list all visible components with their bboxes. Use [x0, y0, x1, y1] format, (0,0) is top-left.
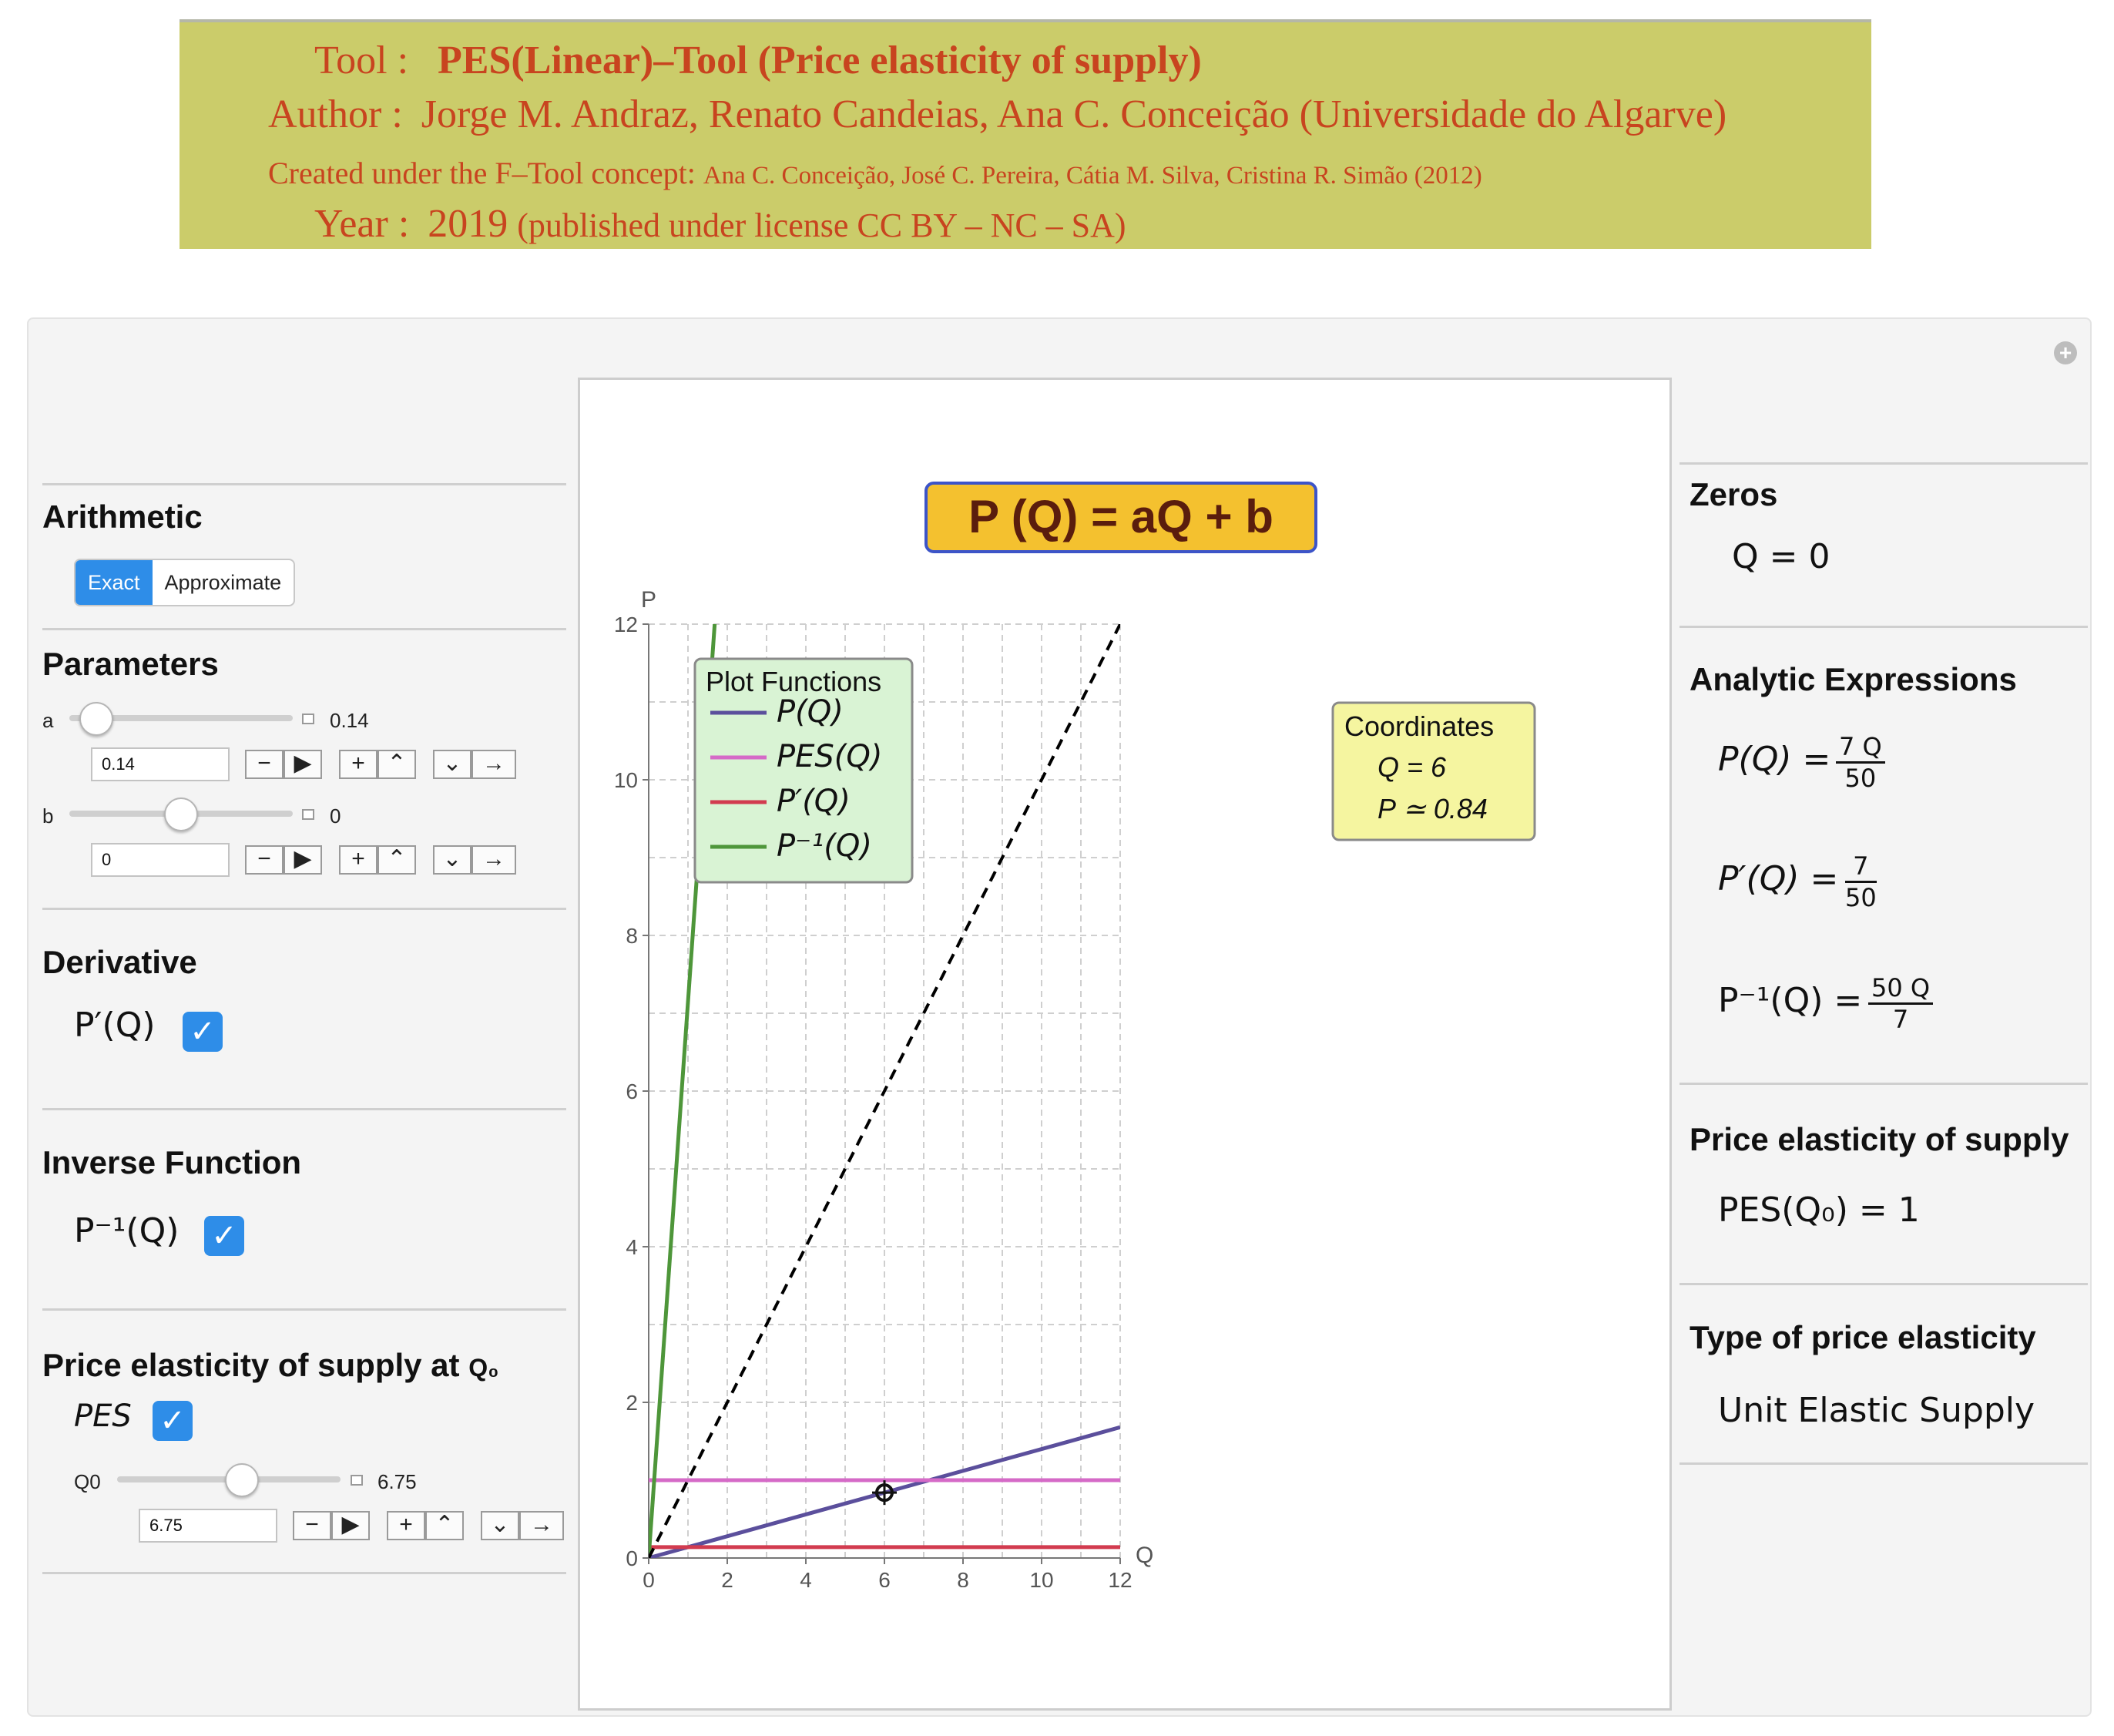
- divider: [1679, 1283, 2088, 1285]
- slider-q0-label: Q0: [74, 1470, 101, 1493]
- divider: [42, 628, 566, 630]
- p-numerator: 7 Q: [1836, 732, 1885, 764]
- derivative-title: Derivative: [42, 944, 197, 980]
- slider-b-label: b: [42, 804, 54, 828]
- slider-q0-direction-button[interactable]: →: [519, 1511, 564, 1540]
- pes-checkbox[interactable]: ✓: [153, 1401, 193, 1441]
- divider: [42, 1108, 566, 1110]
- inverse-title: Inverse Function: [42, 1144, 302, 1180]
- slider-b-collapse-icon[interactable]: [302, 809, 314, 820]
- slider-q0-plus-button[interactable]: +: [387, 1511, 425, 1540]
- slider-a-play-button[interactable]: ▶: [284, 750, 322, 779]
- function-plot[interactable]: [578, 570, 1672, 1587]
- legend-item-label: P′(Q): [777, 784, 851, 819]
- dp-denominator: 50: [1845, 883, 1877, 912]
- param-b-input[interactable]: 0: [91, 843, 230, 877]
- point-marker: [872, 1480, 897, 1505]
- x-tick-label: 0: [643, 1568, 655, 1587]
- divider: [1679, 1083, 2088, 1085]
- legend-item-label: PES(Q): [777, 739, 883, 774]
- exact-button[interactable]: Exact: [76, 560, 153, 605]
- header-banner: [180, 19, 1871, 249]
- x-tick-label: 10: [1029, 1568, 1054, 1587]
- divider: [42, 483, 566, 485]
- y-tick-label: 8: [626, 924, 638, 948]
- y-axis-label: P: [641, 587, 657, 613]
- dp-expression-fraction: [1845, 851, 1877, 912]
- x-tick-label: 6: [878, 1568, 891, 1587]
- param-a-input[interactable]: 0.14: [91, 747, 230, 781]
- slider-b-thumb[interactable]: [164, 797, 198, 831]
- divider: [42, 1308, 566, 1311]
- x-tick-label: 2: [721, 1568, 733, 1587]
- slider-a-label: a: [42, 709, 54, 732]
- slider-a-faster-button[interactable]: ⌃: [378, 750, 416, 779]
- divider: [1679, 1462, 2088, 1465]
- year-line: [314, 201, 1126, 247]
- slider-a-direction-button[interactable]: →: [471, 750, 516, 779]
- arithmetic-toggle[interactable]: [74, 559, 295, 606]
- elasticity-type-title: Type of price elasticity: [1690, 1319, 2036, 1355]
- x-tick-label: 12: [1108, 1568, 1132, 1587]
- divider: [1679, 626, 2088, 628]
- pes-title-subscript: Q₀: [468, 1354, 499, 1382]
- divider: [1679, 462, 2088, 465]
- dp-expression-label: P′(Q) =: [1718, 859, 1839, 898]
- y-tick-label: 6: [626, 1080, 638, 1103]
- y-tick-label: 2: [626, 1391, 638, 1415]
- license: (published under license CC BY – NC – SA): [517, 207, 1126, 244]
- p-denominator: 50: [1844, 764, 1877, 793]
- pes-section-title: [42, 1347, 499, 1384]
- q0-input[interactable]: 6.75: [139, 1509, 277, 1543]
- slider-q0-slower-button[interactable]: ⌄: [481, 1511, 519, 1540]
- inverse-denominator: 7: [1892, 1005, 1909, 1034]
- slider-q0-value: 6.75: [378, 1470, 417, 1493]
- elasticity-type-value: Unit Elastic Supply: [1718, 1391, 2035, 1430]
- slider-q0-minus-button[interactable]: −: [293, 1511, 331, 1540]
- x-tick-label: 4: [800, 1568, 812, 1587]
- slider-q0-play-button[interactable]: ▶: [331, 1511, 370, 1540]
- y-tick-label: 10: [613, 768, 638, 792]
- authors: Jorge M. Andraz, Renato Candeias, Ana C. Conceição (Universidade do Algarve): [421, 92, 1727, 136]
- analytic-title: Analytic Expressions: [1690, 661, 2017, 697]
- coordinates-q: Q = 6: [1377, 751, 1447, 783]
- dp-numerator: 7: [1845, 851, 1877, 883]
- inverse-checkbox[interactable]: ✓: [204, 1216, 244, 1256]
- coordinates-box: [1333, 703, 1535, 840]
- slider-a-value: 0.14: [330, 709, 369, 732]
- slider-a-thumb[interactable]: [79, 702, 113, 736]
- slider-b-slower-button[interactable]: ⌄: [433, 845, 471, 875]
- author-label: Author :: [268, 92, 403, 136]
- slider-b-minus-button[interactable]: −: [245, 845, 284, 875]
- slider-b-direction-button[interactable]: →: [471, 845, 516, 875]
- plot-legend: [695, 659, 912, 882]
- slider-b-plus-button[interactable]: +: [339, 845, 378, 875]
- year-label: Year :: [314, 202, 410, 246]
- y-tick-label: 4: [626, 1235, 638, 1259]
- tool-label: Tool :: [314, 39, 409, 82]
- derivative-checkbox[interactable]: ✓: [183, 1012, 223, 1052]
- zeros-title: Zeros: [1690, 476, 1778, 512]
- slider-a-minus-button[interactable]: −: [245, 750, 284, 779]
- zeros-value: Q = 0: [1732, 537, 1830, 576]
- pes-title-text: Price elasticity of supply at: [42, 1347, 460, 1383]
- slider-a-collapse-icon[interactable]: [302, 714, 314, 724]
- tool-name: PES(Linear)–Tool (Price elasticity of supply): [438, 39, 1202, 82]
- created-authors: Ana C. Conceição, José C. Pereira, Cátia M. Silva, Cristina R. Simão (2012): [703, 162, 1482, 190]
- slider-b-play-button[interactable]: ▶: [284, 845, 322, 875]
- created-label: Created under the F–Tool concept:: [268, 156, 696, 190]
- coordinates-title: Coordinates: [1344, 710, 1495, 742]
- inverse-label: P⁻¹(Q): [74, 1211, 180, 1251]
- coordinates-p: P ≃ 0.84: [1377, 793, 1488, 824]
- year: 2019: [428, 202, 508, 246]
- slider-a-plus-button[interactable]: +: [339, 750, 378, 779]
- slider-q0-collapse-icon[interactable]: [351, 1475, 363, 1486]
- slider-b-faster-button[interactable]: ⌃: [378, 845, 416, 875]
- slider-a-slower-button[interactable]: ⌄: [433, 750, 471, 779]
- x-tick-label: 8: [957, 1568, 969, 1587]
- pes-result-value: PES(Q₀) = 1: [1718, 1190, 1920, 1230]
- p-expression-fraction: [1836, 732, 1885, 793]
- parameters-title: Parameters: [42, 646, 219, 682]
- legend-item-label: P(Q): [777, 694, 844, 730]
- derivative-label: P′(Q): [74, 1006, 156, 1045]
- y-tick-label: 0: [626, 1546, 638, 1570]
- created-line: [268, 155, 1482, 191]
- pes-label: PES: [74, 1399, 132, 1434]
- inverse-numerator: 50 Q: [1868, 973, 1933, 1005]
- legend-item-label: P⁻¹(Q): [777, 828, 872, 864]
- x-axis-label: Q: [1136, 1543, 1154, 1568]
- divider: [42, 908, 566, 910]
- add-icon[interactable]: +: [2054, 341, 2077, 364]
- p-expression-label: P(Q) =: [1718, 740, 1831, 779]
- inverse-expression-fraction: [1868, 973, 1933, 1034]
- tool-line: [314, 38, 1202, 83]
- y-tick-label: 12: [613, 613, 638, 636]
- arithmetic-title: Arithmetic: [42, 499, 203, 535]
- legend-title: Plot Functions: [706, 666, 882, 697]
- pes-result-title: Price elasticity of supply: [1690, 1121, 2069, 1157]
- slider-q0-faster-button[interactable]: ⌃: [425, 1511, 464, 1540]
- approximate-button[interactable]: Approximate: [164, 571, 282, 594]
- slider-b-value: 0: [330, 804, 341, 828]
- inverse-expression-label: P⁻¹(Q) =: [1718, 981, 1863, 1020]
- divider: [42, 1572, 566, 1574]
- author-line: [268, 92, 1726, 137]
- equation-box: P (Q) = aQ + b: [924, 482, 1317, 553]
